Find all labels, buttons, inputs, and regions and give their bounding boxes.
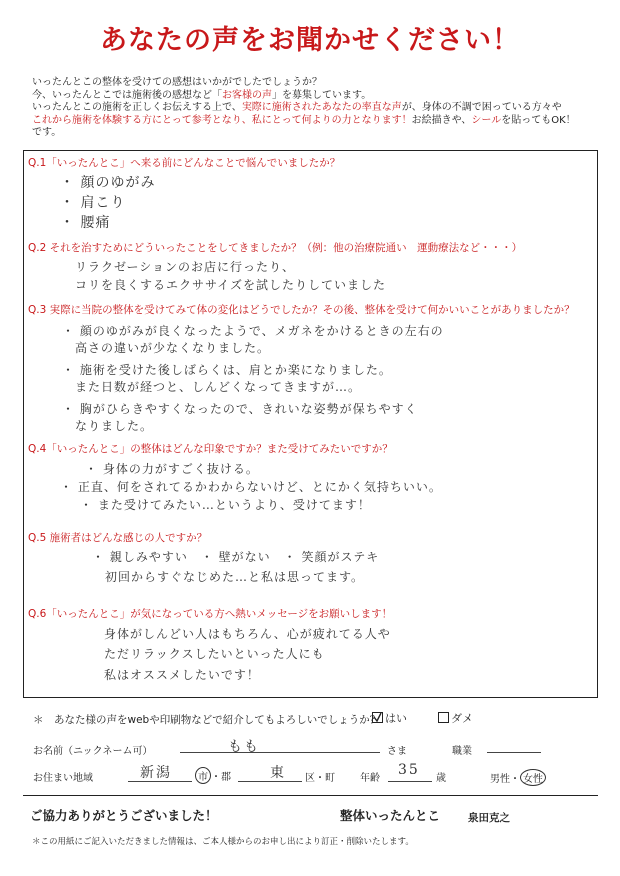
prefecture-value[interactable]: 新潟 [140,765,172,781]
clinic-name: 整体いったんとこ [340,808,441,823]
answer-3-line-1: ・ 顔のゆがみが良くなったようで、メガネをかけるときの左右の [62,324,444,338]
intro-text [32,77,592,140]
thanks-message: ご協力ありがとうございました！ [30,808,218,823]
question-2: Q.2 それを治すためにどういったことをしてきましたか？（例：他の治療院通い 運動療法など・・・） [28,242,523,254]
consent-no-option[interactable] [438,710,473,726]
question-6: Q.6「いったんとこ」が気になっている方へ熱いメッセージをお願いします！ [28,608,393,620]
consent-yes-label: はい [385,712,407,725]
owner-name: 泉田克之 [468,812,510,824]
intro-line-2: 今、いったんとこでは施術後の感想など「お客様の声」を募集しています。 [32,89,372,101]
age-label: 年齢 [360,773,380,784]
name-value[interactable]: もも [228,739,260,755]
name-underline [180,752,380,753]
answer-3-line-4: また日数が経つと、しんどくなってきますが…。 [62,380,362,394]
answer-3-line-3: ・ 施術を受けた後しばらくは、肩とか楽になりました。 [62,363,392,377]
answer-1-line-2: ・ 肩こり [60,195,126,211]
city-type-selected: 市 [195,767,211,784]
consent-no-label: ダメ [451,712,473,725]
ward-underline [238,781,302,782]
checkbox-checked-icon[interactable] [372,712,383,723]
age-value[interactable]: 35 [398,762,420,778]
answer-2-line-2: コリを良くするエクササイズを試したりしていました [75,278,387,292]
gender-male-option[interactable]: 男性 [490,774,510,785]
answer-3-line-5: ・ 胸がひらきやすくなったので、きれいな姿勢が保ちやすく [62,402,418,416]
intro-line-1: いったんとこの整体を受けての感想はいかがでしたでしょうか？ [32,77,322,88]
age-underline [388,781,432,782]
gender-female-option-selected[interactable]: 女性 [520,769,546,786]
ward-type-label: 区・町 [305,773,335,784]
answer-3-line-2: 高さの違いが少なくなりました。 [62,341,271,355]
answer-6-line-1: 身体がしんどい人はもちろん、心が疲れてる人や [104,627,391,641]
answer-3-line-6: なりました。 [62,419,154,433]
answer-1-line-1: ・ 顔のゆがみ [60,175,156,191]
age-unit: 歳 [436,773,446,784]
intro-line-3: いったんとこの施術を正しくお伝えする上で、実際に施術されたあなたの率直な声が、身体の不調で困っている方々や [32,102,562,113]
answer-5-line-2: 初回からすぐなじめた…と私は思ってます。 [92,570,365,584]
gender-options: 男性・ 女性 [490,769,546,786]
address-label: お住まい地域 [33,773,93,784]
answer-6-line-2: ただリラックスしたいといった人にも [104,647,325,661]
answer-6-line-3: 私はオススメしたいです！ [104,668,260,682]
answer-4-line-1: ・ 身体の力がすごく抜ける。 [85,462,259,476]
question-1: Q.1「いったんとこ」へ来る前にどんなことで悩んでいましたか？ [28,157,341,169]
answer-2-line-1: リラクゼーションのお店に行ったり、 [75,260,296,274]
intro-line-5: です。 [32,127,62,138]
footer-divider [23,795,598,796]
name-label: お名前（ニックネーム可） [33,746,153,757]
job-label: 職業 [452,746,472,757]
question-5: Q.5 施術者はどんな感じの人ですか？ [28,532,208,544]
ward-value[interactable]: 東 [270,765,286,781]
answer-4-line-3: ・ また受けてみたい…というより、受けてます！ [80,498,371,512]
consent-yes-option[interactable] [372,710,407,726]
sama-label: さま [387,746,407,757]
intro-line-4: これから施術を体験する方にとって参考となり、私にとって何よりの力となります！お絵描きや、シールを貼ってもOK！ [32,114,576,126]
city-type-label: 市 ・郡 [195,767,231,784]
privacy-note: ＊この用紙にご記入いただきました情報は、ご本人様からのお申し出により訂正・削除いたします。 [32,837,414,847]
question-3: Q.3 実際に当院の整体を受けてみて体の変化はどうでしたか？その後、整体を受けて何かいいことがありましたか？ [28,304,575,316]
consent-question: ＊ あなた様の声をwebや印刷物などで紹介してもよろしいでしょうか？ [33,714,381,726]
page-title: あなたの声をお聞かせください！ [100,25,520,56]
prefecture-underline [128,781,192,782]
answer-5-line-1: ・ 親しみやすい ・ 壁がない ・ 笑顔がステキ [92,550,380,564]
question-4: Q.4「いったんとこ」の整体はどんな印象ですか？また受けてみたいですか？ [28,443,393,455]
job-underline [487,752,541,753]
checkbox-empty-icon[interactable] [438,712,449,723]
answer-4-line-2: ・ 正直、何をされてるかわからないけど、とにかく気持ちいい。 [60,480,442,494]
answer-1-line-3: ・ 腰痛 [60,215,111,231]
